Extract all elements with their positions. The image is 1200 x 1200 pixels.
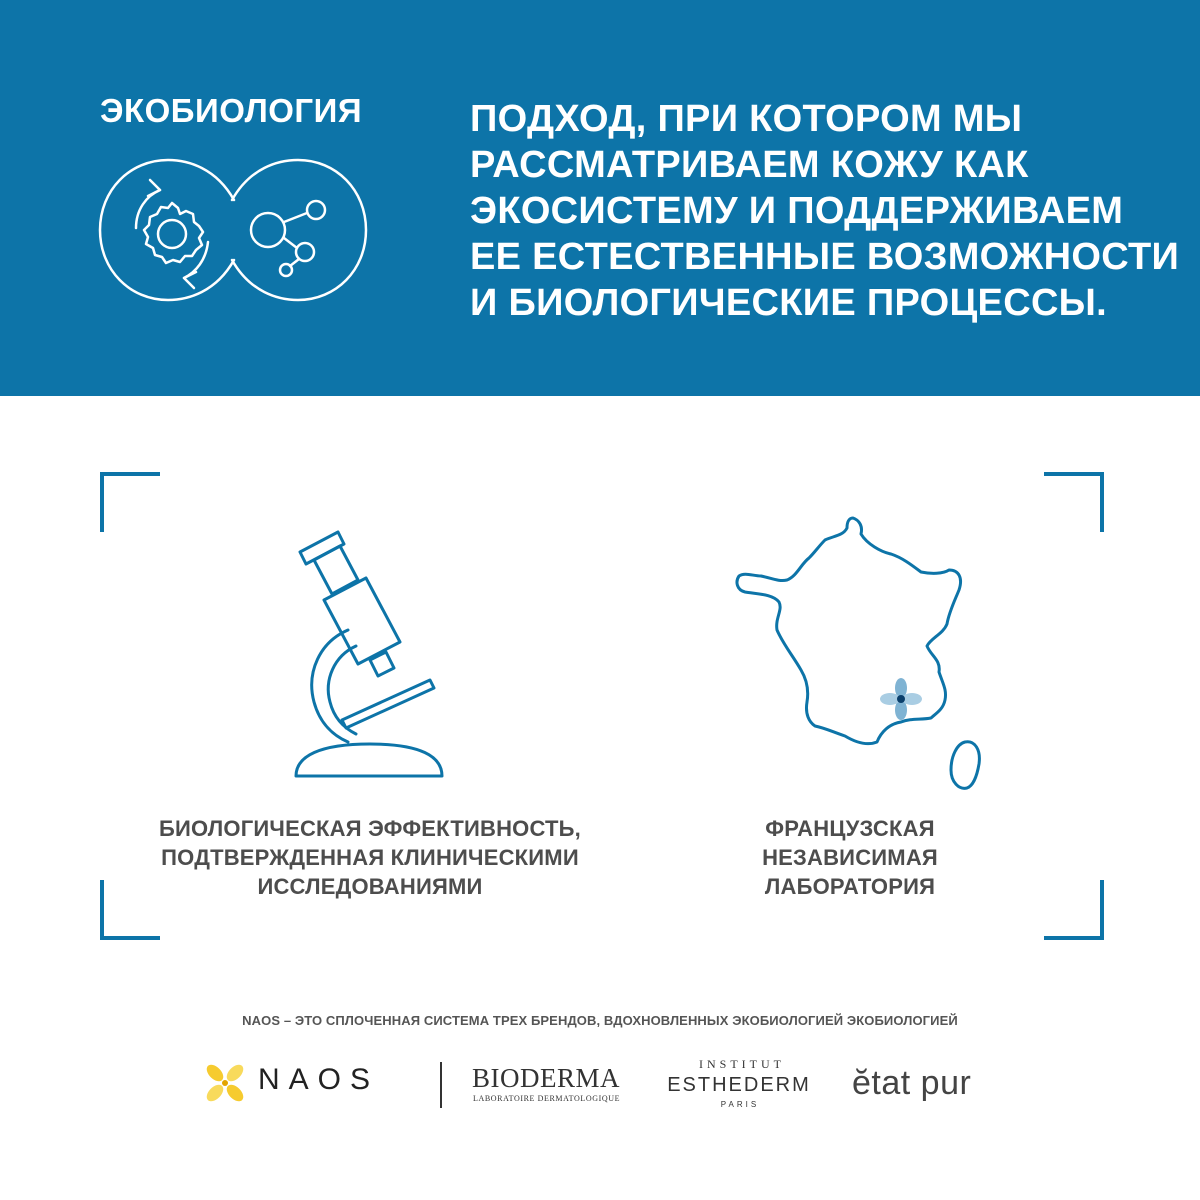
bioderma-logo: BIODERMA <box>472 1063 621 1093</box>
ecobiology-infinity-gear-molecule-icon <box>98 158 368 308</box>
france-map-icon <box>735 514 985 794</box>
hero-kicker: ЭКОБИОЛОГИЯ <box>100 92 363 129</box>
caption-line: ИССЛЕДОВАНИЯМИ <box>257 874 483 899</box>
naos-flower-logo-icon <box>204 1062 246 1104</box>
hero-statement-line: И БИОЛОГИЧЕСКИЕ ПРОЦЕССЫ. <box>470 282 1108 324</box>
etat-pur-logo: ĕtat pur <box>852 1064 972 1102</box>
bioderma-logo-subtitle: LABORATOIRE DERMATOLOGIQUE <box>473 1094 621 1103</box>
hero-statement-line: РАССМАТРИВАЕМ КОЖУ КАК <box>470 144 1029 186</box>
caption-line: ЛАБОРАТОРИЯ <box>764 874 936 899</box>
caption-line: БИОЛОГИЧЕСКАЯ ЭФФЕКТИВНОСТЬ, <box>159 816 581 841</box>
esthederm-logo-top: INSTITUT <box>699 1057 785 1071</box>
caption-line: НЕЗАВИСИМАЯ <box>762 845 938 870</box>
naos-flower-marker-icon <box>880 678 922 720</box>
hero-statement <box>470 96 1180 326</box>
frame-corner-bottom-right <box>1044 880 1104 940</box>
frame-corner-top-right <box>1044 472 1104 532</box>
caption-line: ФРАНЦУЗСКАЯ <box>765 816 935 841</box>
esthederm-logo: ESTHEDERM <box>667 1074 811 1096</box>
naos-logo: NAOS <box>258 1063 380 1096</box>
hero-statement-line: ПОДХОД, ПРИ КОТОРОМ МЫ <box>470 98 1023 140</box>
caption-line: ПОДТВЕРЖДЕННАЯ КЛИНИЧЕСКИМИ <box>161 845 579 870</box>
frame-corner-top-left <box>100 472 160 532</box>
footer-note: NAOS – ЭТО СПЛОЧЕННАЯ СИСТЕМА ТРЕХ БРЕНДОВ, ВДОХНОВЛЕННЫХ ЭКОБИОЛОГИЕЙ ЭКОБИОЛОГИЕЙ <box>242 1013 958 1028</box>
caption-french-lab <box>720 814 980 901</box>
microscope-icon <box>290 530 450 780</box>
caption-biological-efficacy <box>110 814 630 901</box>
hero-statement-line: ЕЕ ЕСТЕСТВЕННЫЕ ВОЗМОЖНОСТИ <box>470 236 1180 278</box>
esthederm-logo-bottom: PARIS <box>720 1100 760 1109</box>
hero-statement-line: ЭКОСИСТЕМУ И ПОДДЕРЖИВАЕМ <box>470 190 1124 232</box>
logo-divider <box>440 1062 442 1108</box>
hero-banner <box>0 0 1200 396</box>
